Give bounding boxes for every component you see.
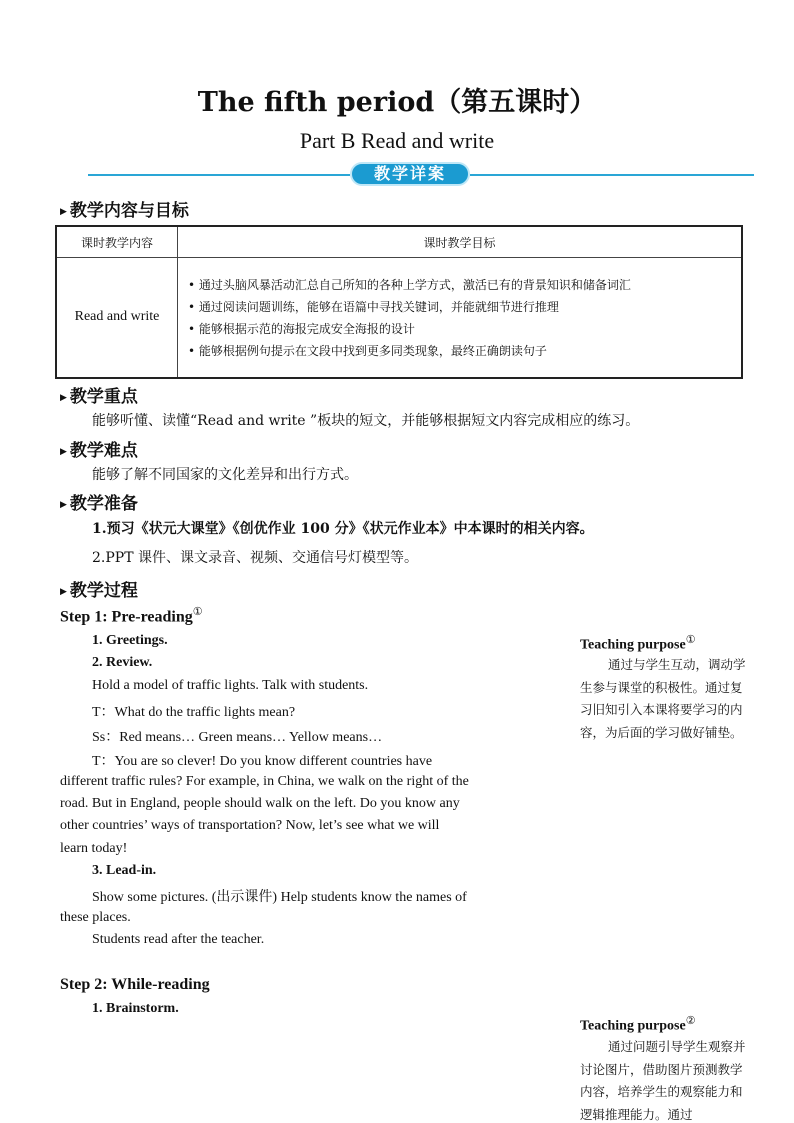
section-heading-text: 教学重点 — [69, 387, 138, 407]
banner-line-left — [88, 174, 350, 176]
section-content-goals — [60, 196, 189, 221]
step1-line: 1. Greetings. — [92, 633, 168, 648]
side-note-text: 通过问题引导学生观察并讨论图片，借助图片预测教学内容，培养学生的观察能力和逻辑推理能力。通过 — [580, 1039, 746, 1122]
section-heading-text: 教学过程 — [69, 581, 138, 601]
goal-item: • 能够根据例句提示在文段中找到更多同类现象，最终正确朗读句子 — [188, 344, 547, 359]
section-key-points — [60, 382, 138, 407]
step1-title-text: Step 1: Pre-reading — [60, 608, 193, 626]
step1-line: these places. — [60, 910, 131, 925]
step1-line: T：You are so clever! Do you know different countries have — [92, 754, 433, 769]
page-subtitle: Part B Read and write — [299, 128, 495, 153]
table-header-content: 课时教学内容 — [56, 226, 178, 258]
step1-line: Students read after the teacher. — [92, 932, 265, 947]
section-heading-text: 教学难点 — [69, 441, 138, 461]
side-note-title — [580, 1014, 696, 1035]
step1-line: Hold a model of traffic lights. Talk with students. — [92, 678, 369, 693]
side-note-title-text: Teaching purpose — [580, 1018, 686, 1034]
preparation-item: 1.预习《状元大课堂》《创优作业 100 分》《状元作业本》中本课时的相关内容。 — [92, 521, 594, 537]
step2-title: Step 2: While-reading — [60, 976, 210, 993]
triangle-bullet-icon: ▶ — [60, 500, 67, 510]
section-preparation — [60, 489, 138, 514]
banner-line-right — [470, 174, 754, 176]
goals-table — [55, 225, 743, 379]
step1-line: Show some pictures. (出示课件) Help students know the names of — [92, 890, 467, 905]
goal-item: • 能够根据示范的海报完成安全海报的设计 — [188, 322, 415, 337]
step1-line: different traffic rules? For example, in China, we walk on the right of the — [60, 774, 469, 789]
table-cell-goals — [178, 258, 743, 378]
difficulties-text: 能够了解不同国家的文化差异和出行方式。 — [92, 467, 358, 483]
triangle-bullet-icon: ▶ — [60, 587, 67, 597]
section-heading-text: 教学内容与目标 — [69, 201, 189, 221]
section-process — [60, 576, 138, 601]
step1-line: road. But in England, people should walk on the left. Do you know any — [60, 796, 460, 811]
step1-title — [60, 605, 203, 626]
preparation-item: 2.PPT 课件、课文录音、视频、交通信号灯模型等。 — [92, 550, 418, 566]
step2-line: 1. Brainstorm. — [92, 1001, 179, 1016]
table-cell-content-name: Read and write — [56, 258, 178, 378]
section-difficulties — [60, 436, 138, 461]
goal-item: • 通过阅读问题训练，能够在语篇中寻找关键词，并能就细节进行推理 — [188, 300, 559, 315]
goal-item: • 通过头脑风暴活动汇总自己所知的各种上学方式，激活已有的背景知识和储备词汇 — [188, 278, 631, 293]
triangle-bullet-icon: ▶ — [60, 447, 67, 457]
key-points-text: 能够听懂、读懂“Read and write ”板块的短文，并能够根据短文内容完成相应的练习。 — [92, 413, 640, 429]
side-note-text: 通过与学生互动，调动学生参与课堂的积极性。通过复习旧知引入本课将要学习的内容，为后面的学习做好铺垫。 — [580, 657, 746, 740]
step1-line: learn today! — [60, 841, 128, 856]
banner-label: 教学详案 — [350, 162, 470, 186]
side-note-title — [580, 633, 696, 654]
banner — [88, 162, 754, 188]
triangle-bullet-icon: ▶ — [60, 207, 67, 217]
step1-line: 2. Review. — [92, 655, 153, 670]
step1-line: T：What do the traffic lights mean? — [92, 705, 296, 720]
section-heading-text: 教学准备 — [69, 494, 138, 514]
side-note-title-text: Teaching purpose — [580, 637, 686, 653]
step1-line: 3. Lead-in. — [92, 863, 157, 878]
table-header-goals: 课时教学目标 — [178, 226, 743, 258]
footnote-mark: ② — [685, 1015, 696, 1027]
footnote-mark: ① — [192, 606, 203, 618]
step1-line: other countries’ ways of transportation? Now, let’s see what we will — [60, 818, 440, 833]
step1-line: Ss：Red means… Green means… Yellow means… — [92, 730, 383, 745]
footnote-mark: ① — [685, 634, 696, 646]
page-title: The fifth period（第五课时） — [197, 87, 597, 118]
triangle-bullet-icon: ▶ — [60, 393, 67, 403]
